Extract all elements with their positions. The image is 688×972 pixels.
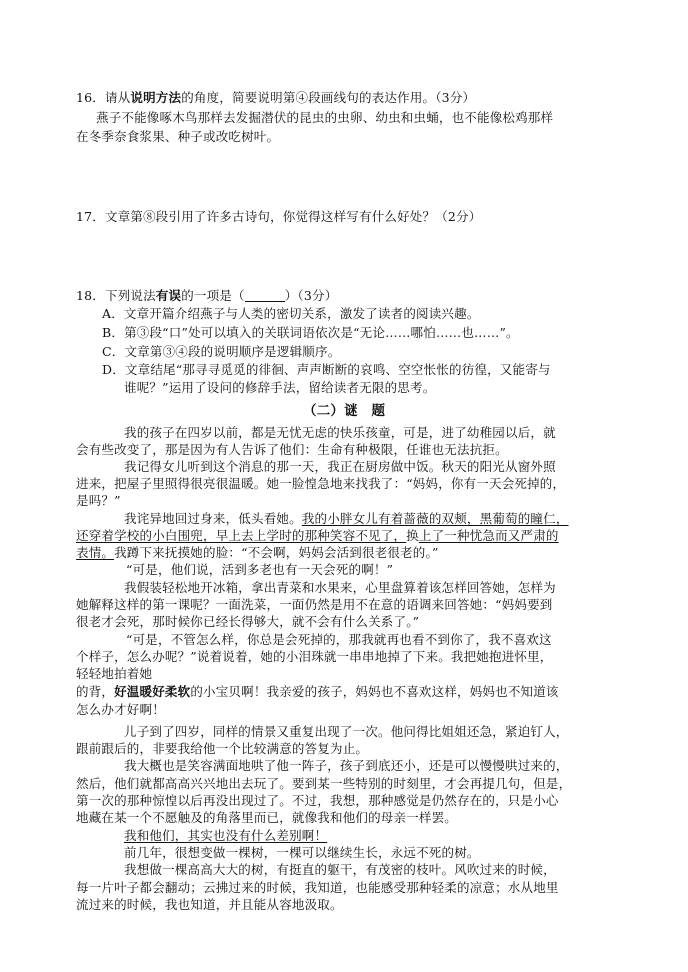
passage-p3-line-1 — [124, 511, 569, 527]
section-title: （二）谜 题 — [303, 403, 386, 419]
passage-p6-line-1: “可是，不管怎么样，你总是会死掉的，那我就再也看不到你了，我不喜欢这 — [126, 632, 552, 647]
passage-p11-line-1: 我想做一棵高高大大的树，有挺直的躯干，有茂密的枝叶。风吹过来的时候， — [124, 862, 556, 877]
passage-p8-line-2: 然后，他们就都高高兴兴地出去玩了。要到某一些特别的时刻里，才会再提几句，但是， — [76, 776, 572, 791]
passage-p8-line-4: 地藏在某一个不愿触及的角落里而已，就像我和他们的母亲一样罢。 — [76, 810, 458, 825]
q18-option-d-line-1: D．文章结尾“那寻寻觅觅的徘徊、声声断断的哀鸣、空空怅怅的彷徨，又能寄与 — [102, 362, 551, 377]
q16-quote-line-2: 在冬季奈食浆果、种子或改吃树叶。 — [76, 129, 280, 144]
passage-p2-line-3: 是吗？” — [76, 493, 121, 508]
passage-p5-line-3: 很老才会死，那时候你已经长得够大，就不会有什么关系了。” — [76, 614, 420, 629]
q18-answer-blank[interactable] — [245, 289, 285, 302]
passage-p4: “可是，他们说，活到多老也有一天会死的啊！” — [126, 562, 394, 577]
q16-emphasis: 说明方法 — [130, 90, 182, 105]
passage-p11-line-2: 每一片叶子都会翻动；云拂过来的时候，我知道，也能感受那种轻柔的凉意；水从地里 — [76, 880, 559, 895]
q16-prompt: 的角度，简要说明第④段画线句的表达作用。（3分） — [181, 90, 476, 105]
passage-p6-line-4 — [76, 684, 559, 700]
q16-number: 16．请从 — [76, 90, 131, 105]
passage-p7-line-1: 儿子到了四岁，同样的情景又重复出现了一次。他问得比姐姐还急，紧迫钉人， — [124, 724, 569, 739]
q18-emphasis: 有误 — [155, 288, 182, 303]
passage-p8-line-1: 我大概也是笑容满面地哄了他一阵子，孩子到底还小，还是可以慢慢哄过来的， — [124, 758, 569, 773]
q18-suffix: ）（3分） — [284, 288, 338, 303]
passage-p6-line-5: 怎么办才好啊！ — [76, 702, 165, 717]
p3-underlined-3: 上了一种忧急而又严肃的 — [418, 528, 559, 543]
passage-p11-line-3: 流过来的时候，我也知道，并且能从容地汲取。 — [76, 897, 343, 912]
passage-p1-line-1: 我的孩子在四岁以前，都是无忧无虑的快乐孩童，可是，进了幼稚园以后，就 — [124, 425, 556, 440]
passage-p2-line-2: 进来，把屋子里照得很亮很温暖。她一脸惶急地来找我了：“妈妈，你有一天会死掉的， — [76, 476, 566, 491]
passage-p3-line-3 — [76, 545, 439, 561]
passage-p3-line-2 — [76, 528, 559, 544]
q18-option-c: C．文章第③④段的说明顺序是逻辑顺序。 — [102, 344, 341, 359]
q18-option-d-line-2: 谁呢？”运用了设问的修辞手法，留给读者无限的思考。 — [124, 380, 436, 395]
question-17: 17．文章第⑧段引用了许多古诗句，你觉得这样写有什么好处？（2分） — [76, 209, 482, 224]
q16-quote-line-1: 燕子不能像啄木鸟那样去发掘潜伏的昆虫的虫卵、幼虫和虫蛹，也不能像松鸡那样 — [96, 110, 554, 125]
passage-p6-line-2: 个样子，怎么办呢？”说着说着，她的小泪珠就一串串地掉了下来。我把她抱进怀里， — [76, 649, 553, 664]
p6-bold: 好温暖好柔软 — [114, 684, 191, 699]
passage-p9: 我和他们，其实也没有什么差别啊！ — [124, 828, 328, 843]
p3-underlined-4: 表情。 — [76, 545, 115, 560]
question-18 — [76, 288, 337, 304]
p6-pre: 的背， — [76, 684, 115, 699]
p3-text-2: 我蹲下来抚摸她的脸：“不会啊，妈妈会活到很老很老的。” — [114, 545, 439, 560]
passage-p2-line-1: 我记得女儿听到这个消息的那一天，我正在厨房做中饭。秋天的阳光从窗外照 — [124, 459, 556, 474]
q18-option-a: A．文章开篇介绍燕子与人类的密切关系，激发了读者的阅读兴趣。 — [102, 306, 480, 321]
passage-p7-line-2: 跟前跟后的，非要我给他一个比较满意的答复为止。 — [76, 741, 369, 756]
p3-plain-sep: 换 — [406, 528, 419, 543]
passage-p8-line-3: 第一次的那种惊惶以后再没出现过了。不过，我想，那种感觉是仍然存在的，只是小心 — [76, 793, 559, 808]
p3-underlined-2: 还穿着学校的小白围兜，早上去上学时的那种笑容不见了， — [76, 528, 407, 543]
question-16 — [76, 90, 475, 106]
passage-p5-line-1: 我假装轻松地开冰箱，拿出青菜和水果来，心里盘算着该怎样回答她，怎样为 — [124, 580, 556, 595]
p6-post: 的小宝贝啊！我亲爱的孩子，妈妈也不喜欢这样，妈妈也不知道该 — [190, 684, 559, 699]
q18-mid: 的一项是（ — [181, 288, 245, 303]
passage-p5-line-2: 她解释这样的第一课呢？一面洗菜，一面仍然是用不在意的语调来回答她：“妈妈要到 — [76, 597, 553, 612]
passage-p1-line-2: 会有些改变了，那是因为有人告诉了他们：生命有种极限，任谁也无法抗拒。 — [76, 442, 508, 457]
passage-p10: 前几年，很想变做一棵树，一棵可以继续生长，永远不死的树。 — [124, 845, 480, 860]
q18-prefix: 18．下列说法 — [76, 288, 156, 303]
p3-underlined-1: 我的小胖女儿有着蔷薇的双颊，黑葡萄的瞳仁， — [301, 511, 569, 526]
p3-text: 我诧异地回过身来，低头看她。 — [124, 511, 302, 526]
q18-option-b: B．第③段“口”处可以填入的关联词语依次是“无论……哪怕……也……”。 — [102, 325, 519, 340]
passage-p6-line-3: 轻轻地拍着她 — [76, 666, 153, 681]
